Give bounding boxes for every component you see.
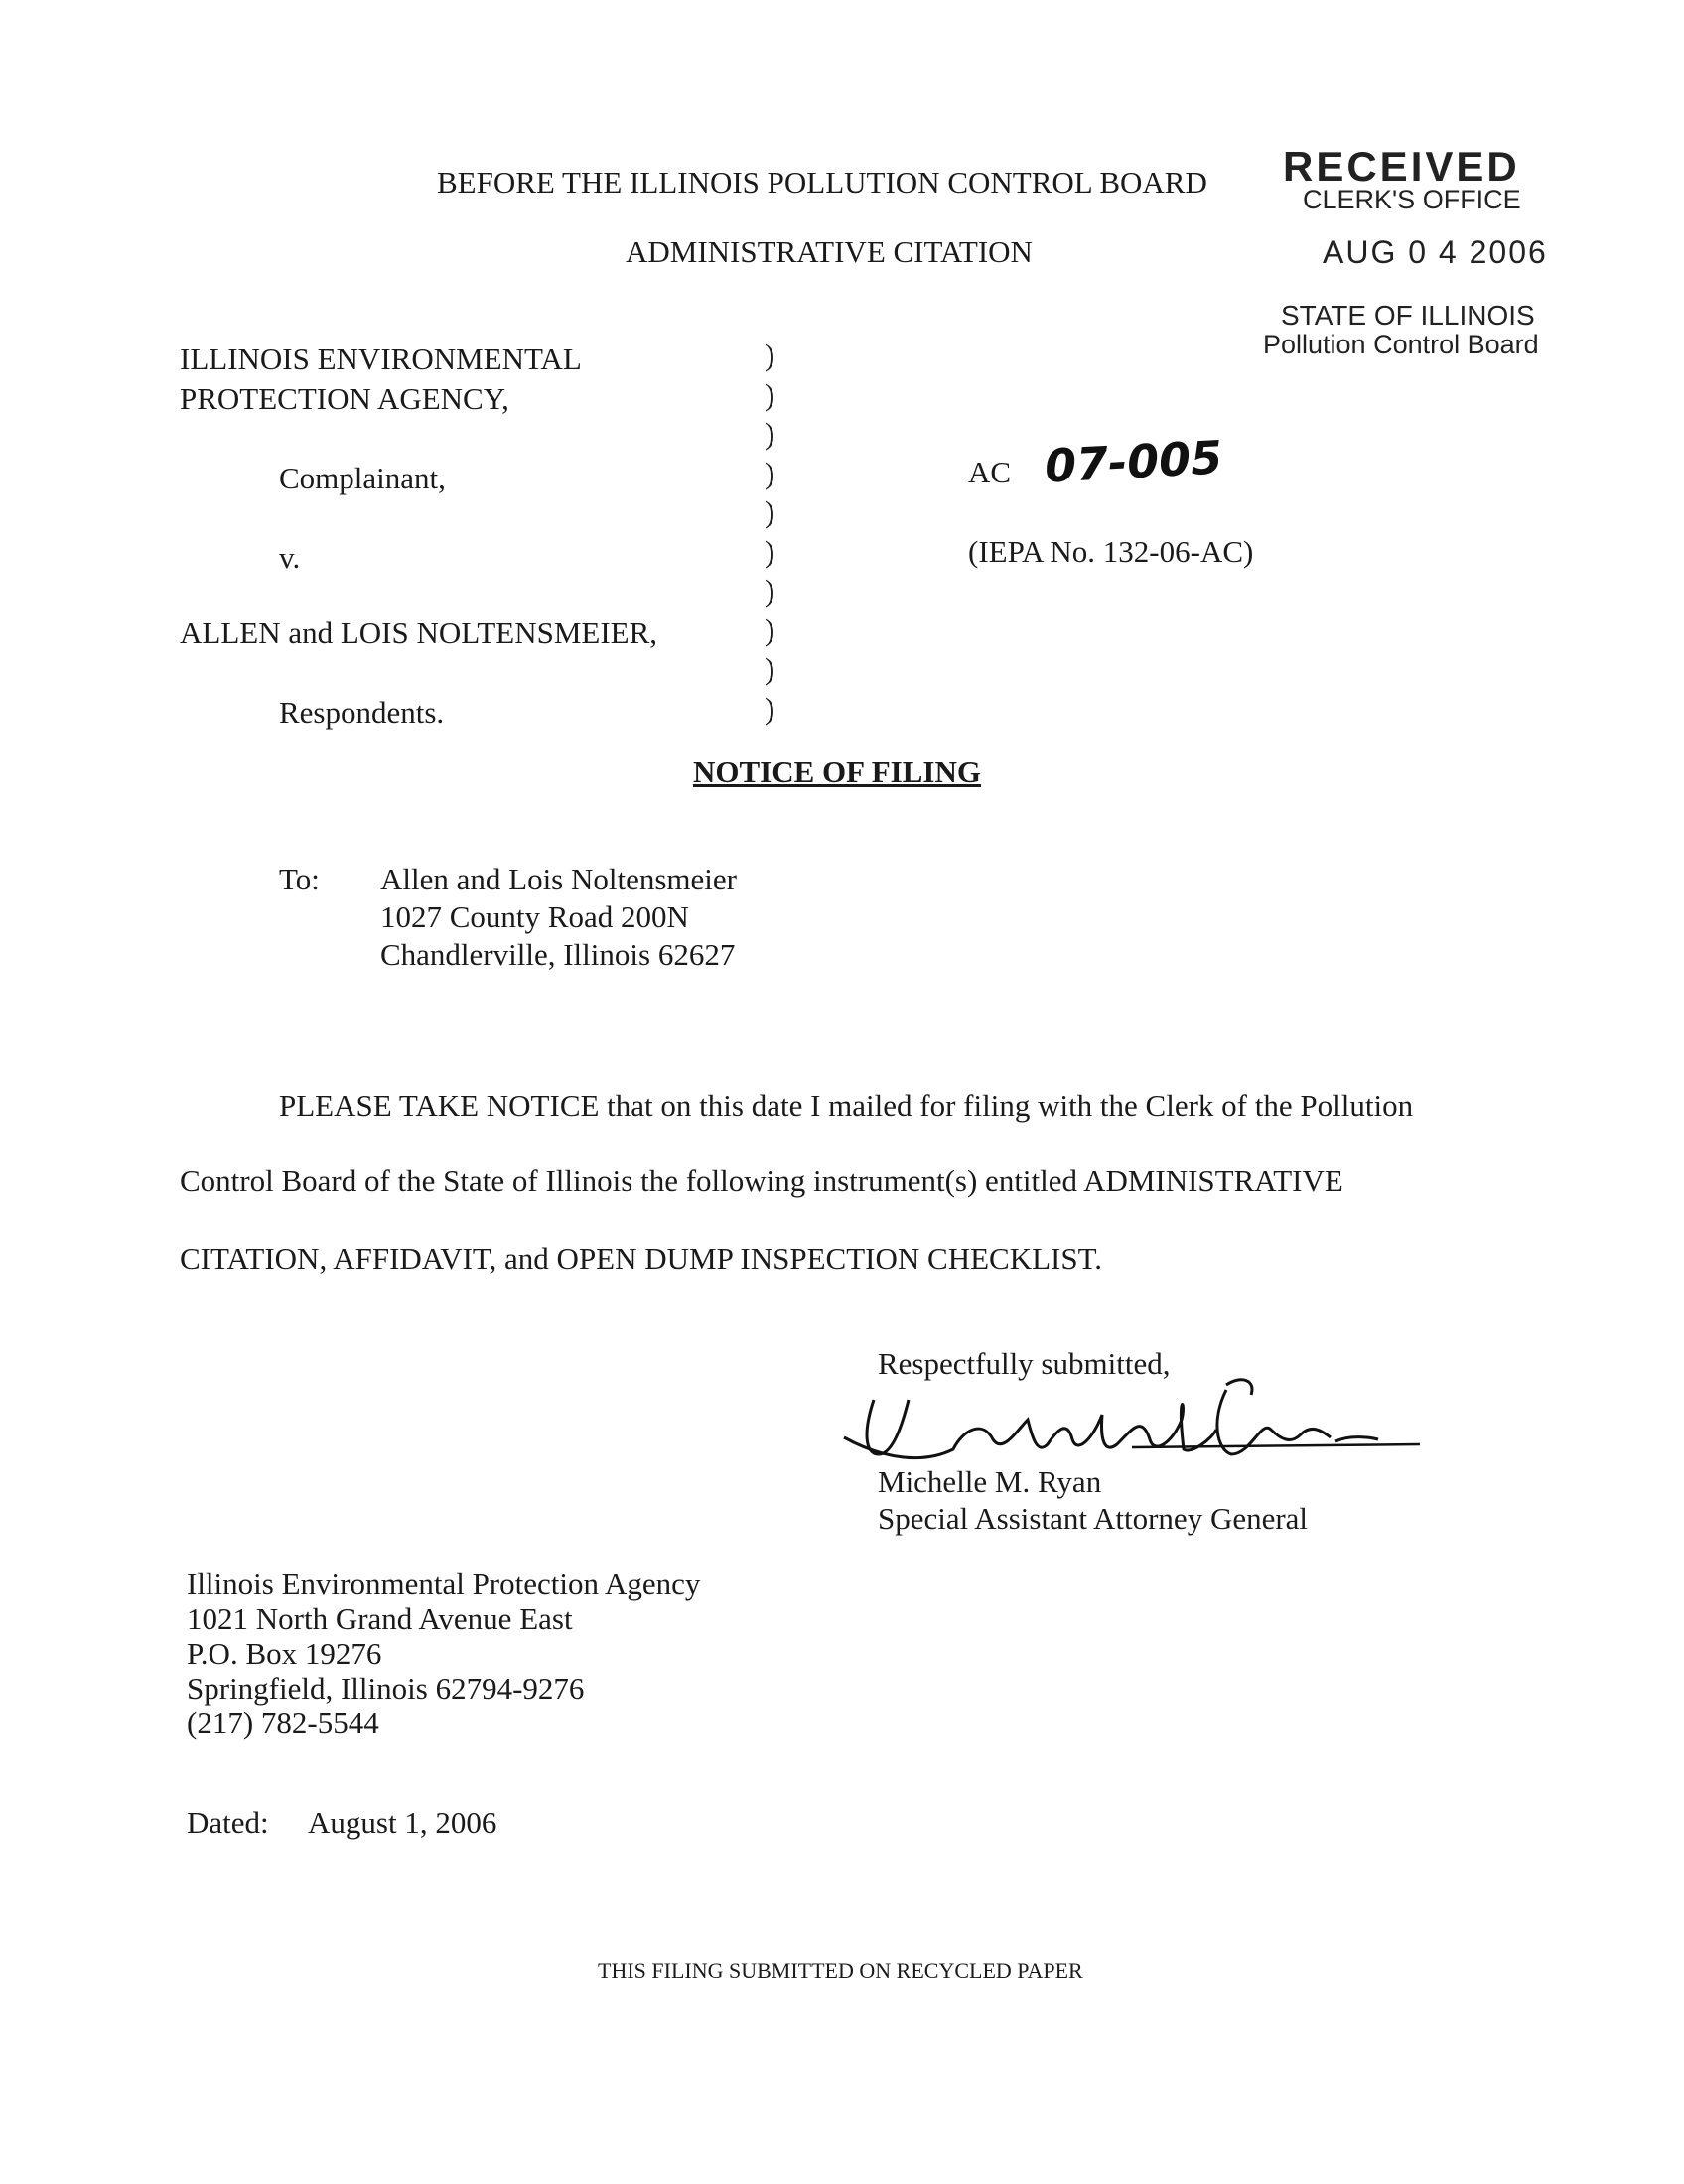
- complainant-role: Complainant,: [279, 461, 446, 495]
- complainant-name-line1: ILLINOIS ENVIRONMENTAL: [180, 341, 582, 376]
- stamp-state: STATE OF ILLINOIS: [1281, 300, 1535, 331]
- signature-name: Michelle M. Ryan: [878, 1464, 1102, 1499]
- dated-label: Dated:: [187, 1805, 269, 1840]
- notice-body-line1: PLEASE TAKE NOTICE that on this date I mailed for filing with the Clerk of the Pollution: [279, 1088, 1414, 1123]
- case-prefix: AC: [968, 455, 1012, 489]
- versus: v.: [279, 540, 301, 575]
- agency-phone: (217) 782-5544: [187, 1706, 379, 1740]
- signature-title: Special Assistant Attorney General: [878, 1501, 1309, 1536]
- agency-po-box: P.O. Box 19276: [187, 1636, 382, 1671]
- paren: ): [765, 338, 775, 372]
- paren: ): [765, 455, 775, 490]
- agency-name: Illinois Environmental Protection Agency: [187, 1567, 701, 1601]
- stamp-clerks-office: CLERK'S OFFICE: [1303, 185, 1521, 214]
- complainant-name-line2: PROTECTION AGENCY,: [180, 381, 509, 416]
- court-heading: BEFORE THE ILLINOIS POLLUTION CONTROL BOARD: [437, 165, 1207, 200]
- agency-city: Springfield, Illinois 62794-9276: [187, 1671, 585, 1706]
- handwritten-signature: [834, 1360, 1430, 1469]
- respondent-role: Respondents.: [279, 695, 445, 730]
- paren: ): [765, 416, 775, 451]
- recycled-paper-footer: THIS FILING SUBMITTED ON RECYCLED PAPER: [598, 1958, 1083, 1982]
- dated-value: August 1, 2006: [308, 1805, 497, 1840]
- to-name: Allen and Lois Noltensmeier: [380, 862, 737, 896]
- notice-body-line2: Control Board of the State of Illinois the following instrument(s) entitled ADMINISTRATIVE: [180, 1163, 1343, 1198]
- to-city: Chandlerville, Illinois 62627: [380, 937, 736, 972]
- paren: ): [765, 376, 775, 412]
- agency-street: 1021 North Grand Avenue East: [187, 1601, 573, 1636]
- to-label: To:: [279, 862, 320, 896]
- stamp-date: AUG 0 4 2006: [1323, 234, 1548, 270]
- caption-parentheses: [765, 336, 784, 728]
- iepa-number: (IEPA No. 132-06-AC): [968, 534, 1254, 569]
- paren: ): [765, 651, 775, 686]
- paren: ): [765, 533, 775, 569]
- signature-closing: Respectfully submitted,: [878, 1346, 1171, 1381]
- notice-body-line3: CITATION, AFFIDAVIT, and OPEN DUMP INSPECTION CHECKLIST.: [180, 1241, 1102, 1276]
- paren: ): [765, 612, 775, 647]
- paren: ): [765, 573, 775, 608]
- to-street: 1027 County Road 200N: [380, 899, 689, 934]
- paren: ): [765, 494, 775, 529]
- notice-title: NOTICE OF FILING: [693, 754, 981, 789]
- stamp-board: Pollution Control Board: [1263, 330, 1539, 359]
- case-number-handwritten: 07-005: [1043, 430, 1224, 493]
- paren: ): [765, 690, 775, 726]
- respondent-name: ALLEN and LOIS NOLTENSMEIER,: [180, 615, 658, 650]
- document-type: ADMINISTRATIVE CITATION: [626, 234, 1033, 269]
- stamp-received: RECEIVED: [1283, 143, 1520, 190]
